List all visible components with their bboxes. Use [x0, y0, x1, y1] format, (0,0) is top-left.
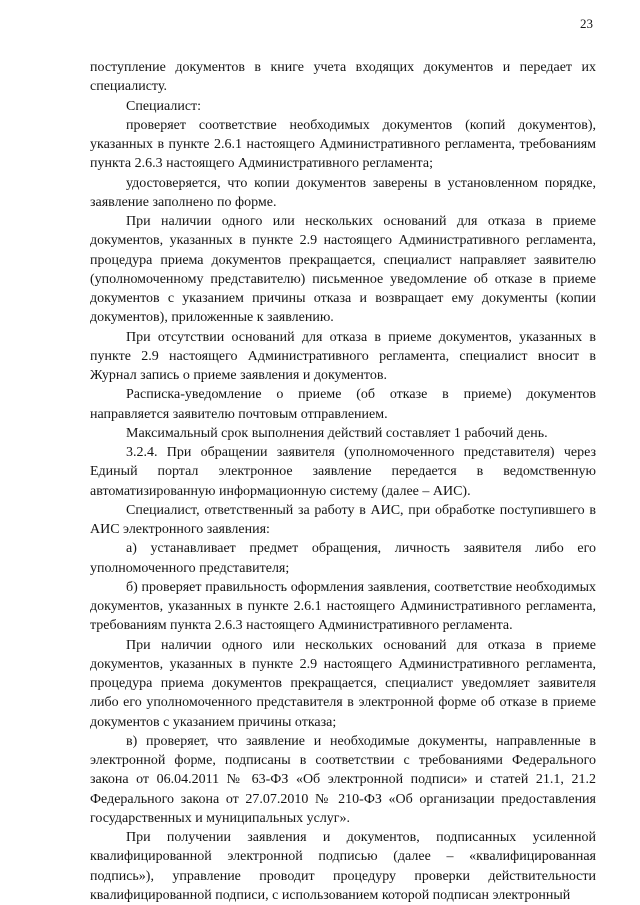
paragraph-verify-copies: удостоверяется, что копии документов заверены в установленном порядке, заявление заполнено по форме.	[90, 175, 596, 210]
paragraph-qualified-signature: При получении заявления и документов, подписанных усиленной квалифицированной электронной подписью (далее – «квалифицированная подпись»), управление проводит процедуру проверки действительности квалифицированной подписи, с использованием которой подписан электронный	[90, 830, 596, 903]
paragraph-item-a: а) устанавливает предмет обращения, личность заявителя либо его уполномоченного представителя;	[90, 541, 596, 576]
document-body	[90, 58, 596, 905]
paragraph-no-refusal: При отсутствии оснований для отказа в приеме документов, указанных в пункте 2.9 настоящего Административного регламента, специалист вносит в Журнал запись о приеме заявления и документов.	[90, 329, 596, 383]
paragraph-section-3-2-4: 3.2.4. При обращении заявителя (уполномоченного представителя) через Единый портал электронное заявление передается в ведомственную автоматизированную информационную систему (далее – АИС).	[90, 445, 596, 499]
paragraph-item-v: в) проверяет, что заявление и необходимые документы, направленные в электронной форме, подписаны в соответствии с требованиями Федерального закона от 06.04.2011 № 63-ФЗ «Об электронной подписи» и статей 21.1, 21.2 Федерального закона от 27.07.2010 № 210-ФЗ «Об организации предоставления государственных и муниципальных услуг».	[90, 733, 596, 826]
paragraph-check-documents: проверяет соответствие необходимых документов (копий документов), указанных в пункте 2.6.1 настоящего Административного регламента, требованиям пункта 2.6.3 настоящего Административного регламента;	[90, 117, 596, 172]
paragraph-item-b: б) проверяет правильность оформления заявления, соответствие необходимых документов, указанных в пункте 2.6.1 настоящего Административного регламента, требованиям пункта 2.6.3 настоящего Административного регламента.	[90, 579, 596, 634]
paragraph-continuation: поступление документов в книге учета входящих документов и передает их специалисту.	[90, 60, 596, 95]
paragraph-ais-specialist: Специалист, ответственный за работу в АИС, при обработке поступившего в АИС электронного заявления:	[90, 502, 596, 537]
paragraph-electronic-refusal: При наличии одного или нескольких оснований для отказа в приеме документов, указанных в пункте 2.9 настоящего Административного регламента, процедура приема документов прекращается, специалист уведомляет заявителя либо его уполномоченного представителя в электронной форме об отказе в приеме документов с указанием причины отказа;	[90, 637, 596, 730]
paragraph-refusal-grounds: При наличии одного или нескольких оснований для отказа в приеме документов, указанных в пункте 2.9 настоящего Административного регламента, процедура приема документов прекращается, специалист направляет заявителю (уполномоченному представителю) письменное уведомление об отказе в приеме документов с указанием причины отказа и возвращает ему документы (копии документов), приложенные к заявлению.	[90, 214, 596, 326]
paragraph-receipt-notice: Расписка-уведомление о приеме (об отказе в приеме) документов направляется заявителю почтовым отправлением.	[90, 387, 596, 422]
paragraph-specialist-heading: Специалист:	[126, 98, 202, 114]
page-number: 23	[580, 16, 593, 31]
paragraph-max-term: Максимальный срок выполнения действий составляет 1 рабочий день.	[126, 425, 548, 441]
